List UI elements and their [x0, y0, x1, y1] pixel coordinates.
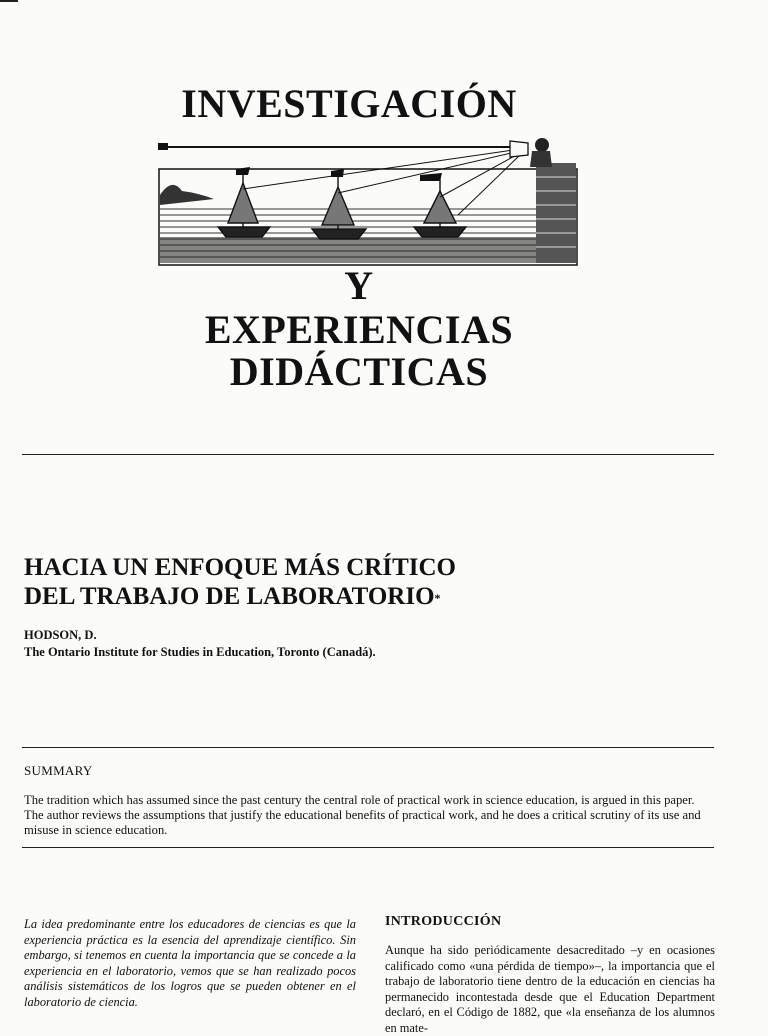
- divider-summary-top: [22, 747, 714, 748]
- introduction-text: Aunque ha sido periódicamente desacreditado –y en ocasiones calificado como «una pérdida de tiempo»–, la importancia que el trabajo de laboratorio tiene dentro de la educación en ciencias ha permanecido incontestada desde que el Education Department declaró, en el Código de 1882, que «la enseñanza de los alumnos en mate-: [385, 943, 715, 1035]
- summary-body: The tradition which has assumed since the past century the central role of practical work in science education, is argued in this paper. The author reviews the assumptions that justify the educational benefits of practical work, and he does a critical scrutiny of its use and misuse in science education.: [24, 793, 701, 837]
- section-title-line1: INVESTIGACIÓN: [181, 81, 517, 126]
- footnote-mark: *: [434, 591, 441, 605]
- section-title-line2: Y: [344, 263, 374, 308]
- section-title-line3: EXPERIENCIAS: [204, 307, 514, 352]
- author-affiliation: The Ontario Institute for Studies in Education, Toronto (Canadá).: [24, 645, 376, 659]
- article-title: [24, 553, 724, 611]
- abstract-text: La idea predominante entre los educadores de ciencias es que la experiencia práctica es la esencia del aprendizaje científico. Sin embargo, si tenemos en cuenta la importancia que se concede a la experiencia en el laboratorio, vemos que se han realizado pocos análisis sistemáticos de los logros que se pueden obtener en el laboratorio de ciencia.: [24, 917, 356, 1009]
- section-title-line4: DIDÁCTICAS: [229, 349, 489, 394]
- introduction-heading: INTRODUCCIÓN: [385, 914, 502, 929]
- divider-top: [22, 454, 714, 455]
- divider-summary-bottom: [22, 847, 714, 848]
- article-title-line2: DEL TRABAJO DE LABORATORIO: [24, 583, 435, 610]
- author-name: HODSON, D.: [24, 628, 97, 642]
- summary-heading: SUMMARY: [24, 763, 93, 778]
- ships-illustration: [158, 133, 578, 269]
- scan-corner-mark: [0, 0, 18, 2]
- article-title-line1: HACIA UN ENFOQUE MÁS CRÍTICO: [24, 554, 456, 581]
